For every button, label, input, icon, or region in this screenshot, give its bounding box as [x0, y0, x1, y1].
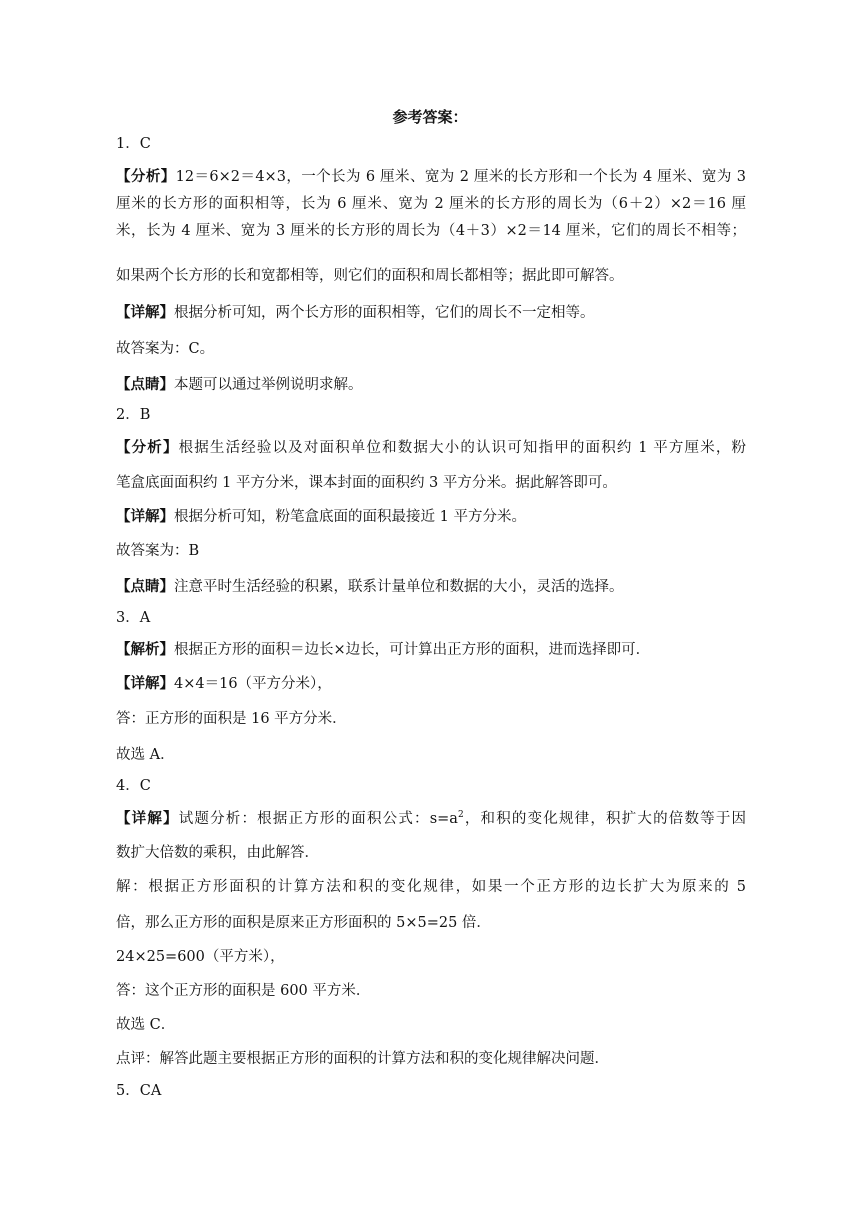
q2-comment-tag: 【点睛】	[116, 578, 174, 595]
q1-detail-tag: 【详解】	[116, 304, 174, 321]
q4-detail-line-1	[116, 808, 746, 830]
q2-detail	[116, 506, 746, 528]
q1-analysis-tag: 【分析】	[116, 168, 176, 185]
q4-comment: 点评：解答此题主要根据正方形的面积的计算方法和积的变化规律解决问题．	[116, 1051, 609, 1067]
q1-analysis-line-2: 厘米的长方形的面积相等，长为 6 厘米、宽为 2 厘米的长方形的周长为（6＋2）×2＝16 厘	[116, 196, 746, 212]
q2-analysis-tag: 【分析】	[116, 439, 179, 456]
q3-detail-text: 4×4＝16（平方分米），	[174, 676, 332, 692]
q1-conclusion: 故答案为：C。	[116, 341, 215, 357]
q2-analysis-text-1: 根据生活经验以及对面积单位和数据大小的认识可知指甲的面积约 1 平方厘米，粉	[178, 440, 746, 456]
q1-analysis-line-3: 米，长为 4 厘米、宽为 3 厘米的长方形的周长为（4＋3）×2＝14 厘米，它们的周长不相等；	[116, 223, 746, 239]
q4-detail-exponent: 2	[457, 810, 464, 821]
q1-detail	[116, 302, 746, 324]
q2-comment-text: 注意平时生活经验的积累，联系计量单位和数据的大小，灵活的选择。	[174, 579, 624, 595]
q4-detail-text-post: ，和积的变化规律，积扩大的倍数等于因	[463, 811, 746, 827]
q3-analysis	[116, 639, 746, 661]
q2-analysis-line-2: 笔盒底面面积约 1 平方分米，课本封面的面积约 3 平方分米。据此解答即可。	[116, 475, 617, 491]
q3-detail-tag: 【详解】	[116, 675, 174, 692]
q1-comment-tag: 【点睛】	[116, 376, 174, 393]
q4-conclusion: 故选 C．	[116, 1017, 176, 1033]
q4-calc: 24×25=600（平方米），	[116, 949, 285, 965]
q3-answer: 3．A	[116, 610, 151, 626]
q5-answer: 5．CA	[116, 1083, 162, 1099]
q1-analysis-text-1: 12＝6×2＝4×3，一个长为 6 厘米、宽为 2 厘米的长方形和一个长为 4 厘米、宽为 3	[175, 169, 746, 185]
q1-detail-text: 根据分析可知，两个长方形的面积相等，它们的周长不一定相等。	[174, 305, 595, 321]
q1-comment	[116, 374, 746, 396]
q1-analysis-line-1	[116, 166, 746, 188]
q4-detail-tag: 【详解】	[116, 810, 179, 827]
q3-reply: 答：正方形的面积是 16 平方分米．	[116, 711, 347, 727]
q3-conclusion: 故选 A．	[116, 747, 175, 763]
q1-analysis-line-4: 如果两个长方形的长和宽都相等，则它们的面积和周长都相等；据此即可解答。	[116, 268, 624, 284]
q4-solution-line-2: 倍，那么正方形的面积是原来正方形面积的 5×5=25 倍．	[116, 915, 491, 931]
q4-answer: 4．C	[116, 778, 151, 794]
q2-conclusion: 故答案为：B	[116, 543, 200, 559]
q1-comment-text: 本题可以通过举例说明求解。	[174, 377, 363, 393]
q2-detail-text: 根据分析可知，粉笔盒底面的面积最接近 1 平方分米。	[174, 509, 526, 525]
q4-detail-line-2: 数扩大倍数的乘积，由此解答．	[116, 845, 319, 861]
q2-detail-tag: 【详解】	[116, 508, 174, 525]
q4-detail-text-pre: 试题分析：根据正方形的面积公式：s=a	[178, 811, 458, 827]
q2-comment	[116, 576, 746, 598]
q3-detail	[116, 673, 746, 695]
q4-reply: 答：这个正方形的面积是 600 平方米．	[116, 983, 371, 999]
page-title: 参考答案：	[392, 108, 468, 126]
q3-analysis-tag: 【解析】	[116, 641, 174, 658]
q4-solution-line-1: 解：根据正方形面积的计算方法和积的变化规律，如果一个正方形的边长扩大为原来的 5	[116, 879, 746, 895]
q2-answer: 2．B	[116, 407, 151, 423]
q3-analysis-text: 根据正方形的面积＝边长×边长，可计算出正方形的面积，进而选择即可．	[174, 642, 651, 658]
q2-analysis-line-1	[116, 437, 746, 459]
q1-answer: 1．C	[116, 136, 151, 152]
